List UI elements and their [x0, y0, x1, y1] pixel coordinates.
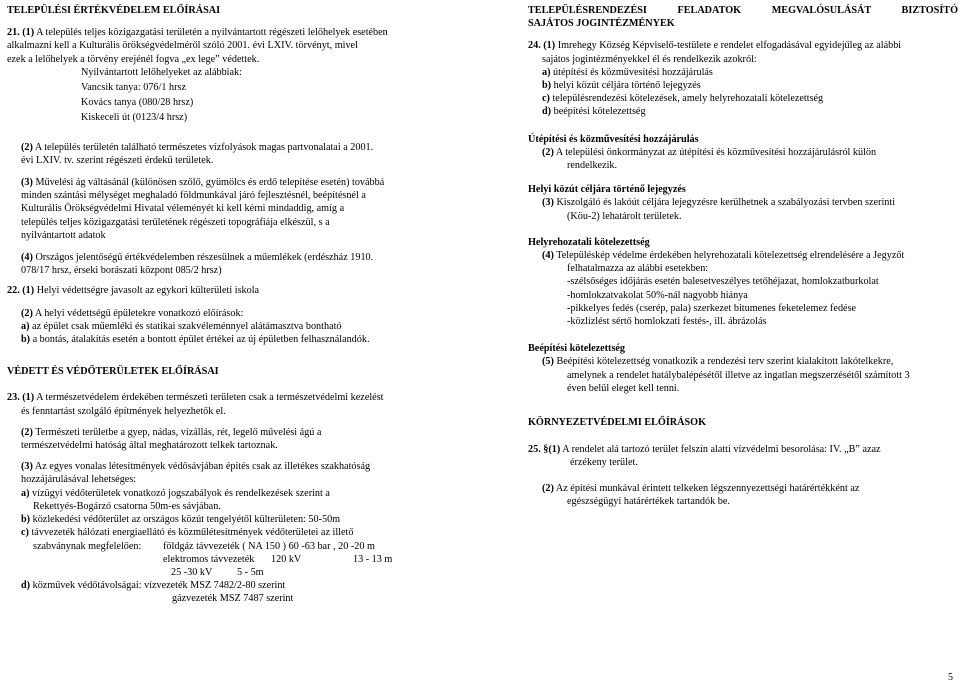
- paragraph-24-2: (2) A települési önkormányzat az útépítési és közművesítési hozzájárulásról külön rendelkezik.: [542, 146, 877, 172]
- paragraph-21-4: (4) Országos jelentőségű értékvédelemben részesülnek a műemlékek (erdészház 1910. 078/17 hrsz, érseki borászati központ 085/2 hrsz): [21, 252, 374, 277]
- paragraph-23-1: 23. (1) A természetvédelem érdekében természeti területen csak a természetvédelmi kezelést és fenntartást szolgáló építmények helyezhetők el.: [7, 392, 384, 417]
- paragraph-25-1: 25. §(1) A rendelet alá tartozó terület felszín alatti vízvédelmi besorolása: IV. „B” azaz érzékeny terület.: [528, 444, 881, 469]
- list-item: Kiskeceli út (0123/4 hrsz): [81, 112, 188, 124]
- list-item: -pikkelyes fedés (cserép, pala) szerkezet bitumenes feketelemez fedése: [567, 302, 857, 314]
- paragraph-22-2: (2) A helyi védettségű épületekre vonatkozó előírások: a) az épület csak műemléki és statikai szakvéleménnyel alátámasztva bontható b) a bontás, átalakítás esetén a bontott épület értékei az új épületben felhasználandók.: [21, 307, 370, 346]
- distance-row: szabványnak megfelelően: földgáz távvezeték ( NA 150 ) 60 -63 bar , 20 -20 m: [33, 540, 375, 552]
- list-item: Kovács tanya (080/28 hrsz): [81, 97, 194, 109]
- list-item: -szélsőséges időjárás esetén balesetveszélyes tetőhéjazat, homlokzatburkolat: [567, 276, 879, 288]
- paragraph-22-1: 22. (1) Helyi védettségre javasolt az egykori külterületi iskola: [7, 285, 260, 297]
- list-item: -homlokzatvakolat 50%-nál nagyobb hiánya: [567, 289, 748, 301]
- paragraph-24-4: (4) Településkép védelme érdekében helyrehozatali kötelezettség elrendelésére a Jegyzőt felhatalmazza az alábbi esetekben: -szélsőséges időjárás esetén balesetveszélyes tetőhéjazat, homlokzatburkolat -homlokzatvakolat 50%-nál nagyobb hiánya -pikkelyes fedés (cserép, pala) szerkezet bitumenes feketelemez fedése -közlízlést sértő homlokzati festés-, ill. ábrázolás: [528, 249, 958, 328]
- section-heading: VÉDETT ÉS VÉDŐTERÜLETEK ELŐÍRÁSAI: [7, 366, 219, 378]
- section-heading: KÖRNYEZETVÉDELMI ELŐÍRÁSOK: [528, 417, 707, 429]
- paragraph-21-1: 21. (1) A település teljes közigazgatási területén a nyilvántartott régészeti lelőhelyek esetében alkalmazni kell a Kulturális örökségvédelméről szóló 2001. évi LXIV. törvényt, mivel ezek a lelőhelyek a törvény erejénél fogva „ex lege” védettek.: [7, 27, 388, 65]
- paragraph-24-3: (3) Kiszolgáló és lakóút céljára lejegyzésre kerülhetnek a szabályozási tervben szerinti (Köu-2) lehatárolt területek.: [542, 197, 896, 222]
- section-heading: TELEPÜLÉSRENDEZÉSI FELADATOK MEGVALÓSULÁSÁT BIZTOSÍTÓ SAJÁTOS JOGINTÉZMÉNYEK: [528, 5, 958, 30]
- distance-row: elektromos távvezeték 120 kV 13 - 13 m: [163, 553, 393, 565]
- list-item: -közlízlést sértő homlokzati festés-, ill. ábrázolás: [567, 316, 767, 328]
- paragraph-24-5: (5) Beépítési kötelezettség vonatkozik a rendezési terv szerint kialakított lakótelkekre, amelynek a rendelet hatálybalépésétől illetve az ingatlan megszerzésétől számított 3 éven belül eleget kell tenni.: [542, 356, 910, 394]
- subheading: Helyi közút céljára történő lejegyzés: [528, 184, 686, 196]
- paragraph-21-3: (3) Művelési ág váltásánál (különösen szőlő, gyümölcs és erdő telepítése esetén) továbbá minden szántási mélységet meghaladó földmunkával járó fejlesztésnél, beépítésnél a Kulturális Örökségvédelmi Hivatal véleményét ki kell kérni mindaddig, amíg a település teljes közigazgatási területének régészeti topográfiája elkészül, s a nyilvántartott adatok: [21, 177, 385, 241]
- subheading: Útépítési és közművesítési hozzájárulás: [528, 133, 699, 145]
- paragraph-23-2: (2) Természeti területbe a gyep, nádas, vízállás, rét, legelő művelési ágú a természetvédelmi hatóság által meghatározott telkek tartoznak.: [21, 426, 322, 452]
- list-item: Vancsik tanya: 076/1 hrsz: [81, 82, 186, 94]
- paragraph-21-2: (2) A település területén található természetes vízfolyások magas partvonalatai a 2001. évi LXIV. tv. szerint régészeti érdekű területek.: [21, 141, 374, 166]
- paragraph-24-1: 24. (1) Imrehegy Község Képviselő-testülete e rendelet elfogadásával egyidejűleg az alábbi sajátos jogintézményekkel él és rendelkezik azokról: a) útépítési és közművesítési hozzájárulás b) helyi közút céljára történő lejegyzés c) településrendezési kötelezések, amely helyrehozatali kötelezettség d) beépítési kötelezettség: [528, 40, 902, 118]
- subheading: Helyrehozatali kötelezettség: [528, 236, 650, 248]
- left-column: [7, 0, 455, 606]
- paragraph-23-3: (3) Az egyes vonalas létesítmények védősávjában építés csak az illetékes szakhatóság hozzájárulásával lehetséges: a) vízügyi védőterületek vonatkozó jogszabályok és rendelkezések szerint a Rekettyés-Bogárzó csatorna 50m-es sávjában. b) közlekedési védőterület az országos közút tengelyétől külterületen: 50-50m c) távvezeték hálózati energiaellátó és közműlétesítmények védőterületei az illető szabványnak megfelelően: földgáz távvezeték ( NA 150 ) 60 -63 bar , 20 -20 m elektromos távvezeték 120 kV 13 - 13 m 25 -30 kV 5 - 5m d) közművek védőtávolságai: vízvezeték MSZ 7482/2-80 szerint gázvezeték MSZ 7487 szerint: [7, 460, 455, 605]
- page-number: 5: [948, 672, 953, 683]
- paragraph-25-2: (2) Az építési munkával érintett telkeken légszennyezettségi határértékként az egészségügyi határértékek tartandók be.: [542, 482, 860, 507]
- site-list: Nyilvántartott lelőhelyeket az alábbiak: Vancsik tanya: 076/1 hrsz Kovács tanya (080/28 hrsz) Kiskeceli út (0123/4 hrsz): [7, 66, 455, 125]
- section-heading: TELEPÜLÉSI ÉRTÉKVÉDELEM ELŐÍRÁSAI: [7, 5, 221, 16]
- subheading: Beépítési kötelezettség: [528, 343, 626, 355]
- right-column: [528, 0, 958, 508]
- distance-row: 25 -30 kV 5 - 5m: [171, 566, 264, 578]
